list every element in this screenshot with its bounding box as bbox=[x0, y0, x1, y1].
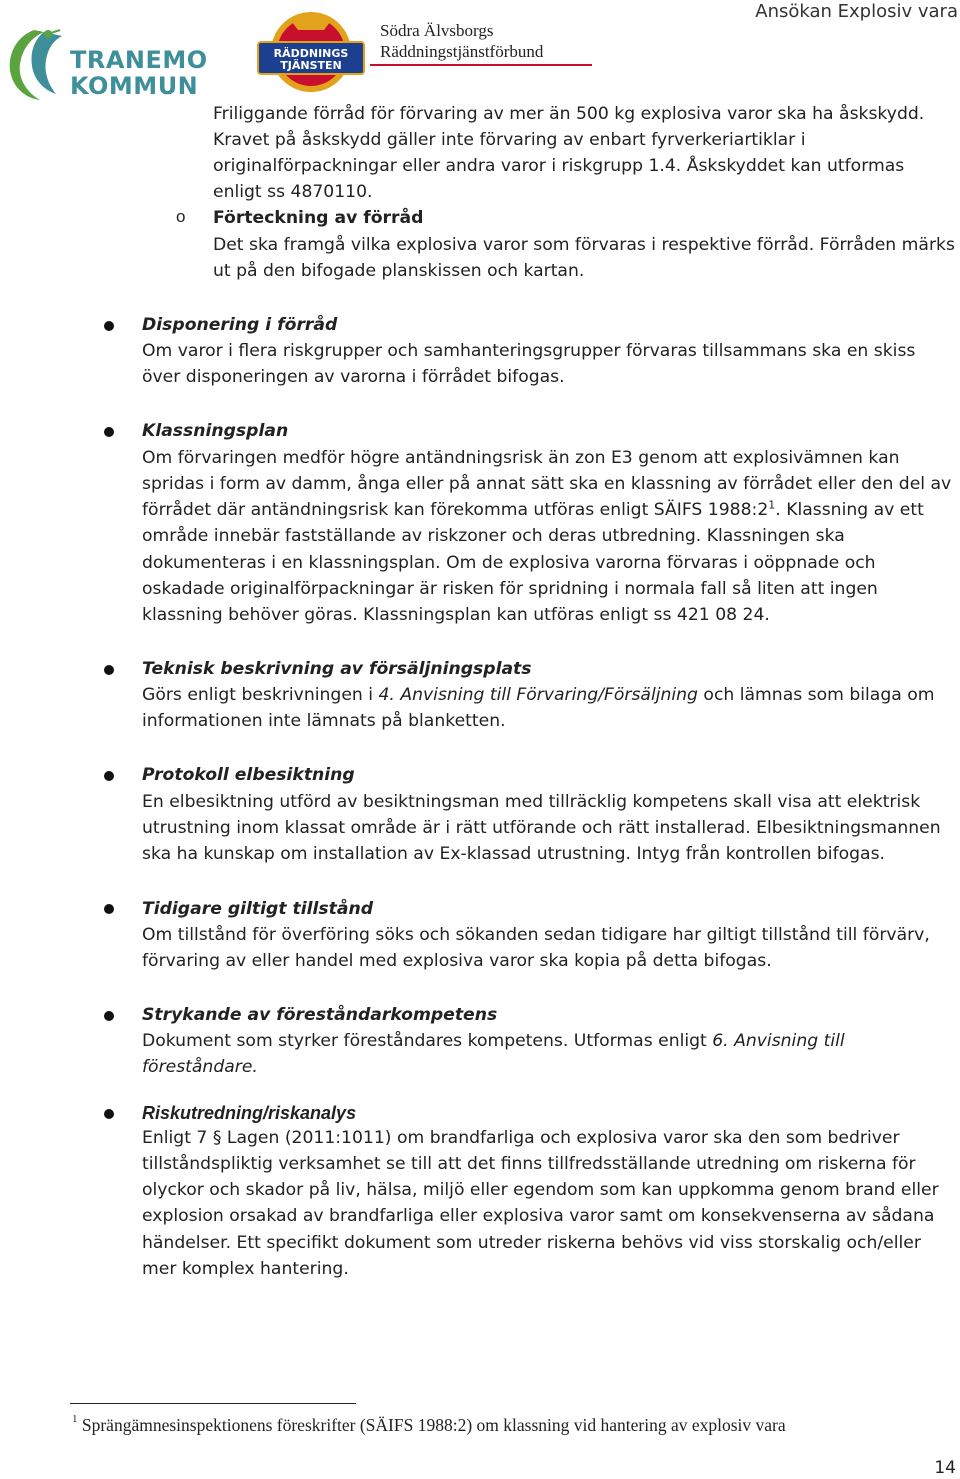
section-line: spridas i form av damm, ånga eller på annat sätt ska en klassning av förrådet eller den del av bbox=[142, 474, 952, 494]
section-heading-klassningsplan: Klassningsplan bbox=[142, 421, 289, 441]
reference-title: 6. Anvisning till bbox=[712, 1031, 845, 1051]
footnote-text: Sprängämnesinspektionens föreskrifter (SÄIFS 1988:2) om klassning vid hantering av explosiv vara bbox=[81, 1415, 786, 1435]
sub-bullet-marker: o bbox=[176, 207, 186, 226]
sub-item-line: Det ska framgå vilka explosiva varor som förvaras i respektive förråd. Förråden märks bbox=[213, 235, 955, 255]
document-title: Ansökan Explosiv vara bbox=[755, 1, 958, 22]
section-line: Om tillstånd för överföring söks och sökanden sedan tidigare har giltigt tillstånd till förvärv, bbox=[142, 925, 930, 945]
line-part: . Klassning av ett bbox=[775, 500, 924, 520]
page-number: 14 bbox=[934, 1458, 956, 1478]
footnote-reference[interactable]: 1 bbox=[768, 498, 776, 512]
section-heading-strykande: Strykande av föreståndarkompetens bbox=[142, 1005, 498, 1025]
bullet-icon bbox=[104, 427, 114, 437]
intro-line: Friliggande förråd för förvaring av mer än 500 kg explosiva varor ska ha åskskydd. bbox=[213, 104, 925, 124]
bullet-icon bbox=[104, 1011, 114, 1021]
section-line: Enligt 7 § Lagen (2011:1011) om brandfarliga och explosiva varor ska den som bedriver bbox=[142, 1128, 900, 1148]
section-line: över disponeringen av varorna i förrådet bifogas. bbox=[142, 367, 565, 387]
sub-item-line: ut på den bifogade planskissen och kartan. bbox=[213, 261, 585, 281]
organization-name bbox=[380, 20, 543, 62]
section-line: klassning behöver göras. Klassningsplan kan utföras enligt ss 421 08 24. bbox=[142, 605, 770, 625]
footnote-number: 1 bbox=[72, 1413, 78, 1426]
section-line: informationen inte lämnats på blanketten. bbox=[142, 711, 506, 731]
section-line: händelser. Ett specifikt dokument som utreder riskerna behövs vid viss storskalig och/eller bbox=[142, 1233, 921, 1253]
kommun-name-line2: KOMMUN bbox=[70, 72, 199, 100]
section-heading-teknisk: Teknisk beskrivning av försäljningsplats bbox=[142, 659, 532, 679]
raddningstjansten-badge-logo bbox=[252, 8, 370, 98]
section-heading-disponering: Disponering i förråd bbox=[142, 315, 338, 335]
section-line: tillståndspliktig verksamhet se till att det finns tillfredsställande utredning om riskerna för bbox=[142, 1154, 916, 1174]
organization-line1: Södra Älvsborgs bbox=[380, 21, 494, 40]
reference-title: föreståndare. bbox=[142, 1057, 258, 1077]
section-line: dokumenteras i en klassningsplan. Om de explosiva varorna förvaras i oöppnade och bbox=[142, 553, 876, 573]
bullet-icon bbox=[104, 904, 114, 914]
section-line-with-footnote bbox=[142, 497, 924, 523]
bullet-icon bbox=[104, 665, 114, 675]
badge-text-line1: RÄDDNINGS bbox=[273, 47, 349, 60]
organization-line2: Räddningstjänstförbund bbox=[380, 42, 544, 61]
bullet-icon bbox=[104, 1109, 114, 1119]
section-line: Om varor i flera riskgrupper och samhanteringsgrupper förvaras tillsammans ska en skiss bbox=[142, 341, 916, 361]
footnote bbox=[72, 1415, 786, 1436]
intro-line: originalförpackningar eller andra varor i riskgrupp 1.4. Åskskyddet kan utformas bbox=[213, 156, 905, 176]
section-line: explosion orsakad av brandfarliga eller explosiva varor samt om konsekvenserna av sådana bbox=[142, 1206, 935, 1226]
kommun-name-line1: TRANEMO bbox=[70, 46, 208, 74]
section-heading-protokoll: Protokoll elbesiktning bbox=[142, 765, 355, 785]
footnote-separator bbox=[70, 1403, 356, 1404]
line-part: Dokument som styrker föreståndares kompetens. Utformas enligt bbox=[142, 1031, 713, 1051]
badge-text-line2: TJÄNSTEN bbox=[280, 59, 342, 72]
section-line: förvaring av eller handel med explosiva varor ska kopia på detta bifogas. bbox=[142, 951, 772, 971]
line-part: Görs enligt beskrivningen i bbox=[142, 685, 379, 705]
line-part: förrådet där antändningsrisk kan förekomma utföras enligt SÄIFS 1988:2 bbox=[142, 500, 769, 520]
intro-line: Kravet på åskskydd gäller inte förvaring av enbart fyrverkeriartiklar i bbox=[213, 130, 806, 150]
header-red-rule bbox=[370, 64, 592, 66]
section-line bbox=[142, 682, 934, 708]
section-line: Om förvaringen medför högre antändningsrisk än zon E3 genom att explosivämnen kan bbox=[142, 448, 900, 468]
section-line: ska ha kunskap om installation av Ex-klassad utrustning. Intyg från kontrollen bifogas. bbox=[142, 844, 885, 864]
sub-item-heading: Förteckning av förråd bbox=[213, 208, 424, 228]
section-line bbox=[142, 1028, 845, 1054]
bullet-icon bbox=[104, 321, 114, 331]
bullet-icon bbox=[104, 771, 114, 781]
section-line: område innebär fastställande av riskzoner och deras utbredning. Klassningen ska bbox=[142, 526, 845, 546]
section-line: utrustning inom klassat område är i rätt utförande och rätt installerad. Elbesiktningsmannen bbox=[142, 818, 941, 838]
section-line: mer komplex hantering. bbox=[142, 1259, 349, 1279]
line-part: och lämnas som bilaga om bbox=[697, 685, 935, 705]
section-heading-tidigare: Tidigare giltigt tillstånd bbox=[142, 899, 373, 919]
page-header bbox=[0, 0, 960, 105]
tranemo-kommun-logo bbox=[4, 22, 208, 102]
section-heading-risk: Riskutredning/riskanalys bbox=[142, 1103, 357, 1123]
intro-line: enligt ss 4870110. bbox=[213, 182, 373, 202]
section-line: En elbesiktning utförd av besiktningsman med tillräcklig kompetens skall visa att elektrisk bbox=[142, 792, 921, 812]
reference-title: 4. Anvisning till Förvaring/Försäljning bbox=[378, 685, 698, 705]
section-line: oskadade originalförpackningar är risken för spridning i normala fall så liten att ingen bbox=[142, 579, 878, 599]
crane-emblem-icon bbox=[4, 22, 70, 102]
section-line: olyckor och skador på liv, hälsa, miljö eller egendom som kan uppkomma genom brand eller bbox=[142, 1180, 939, 1200]
